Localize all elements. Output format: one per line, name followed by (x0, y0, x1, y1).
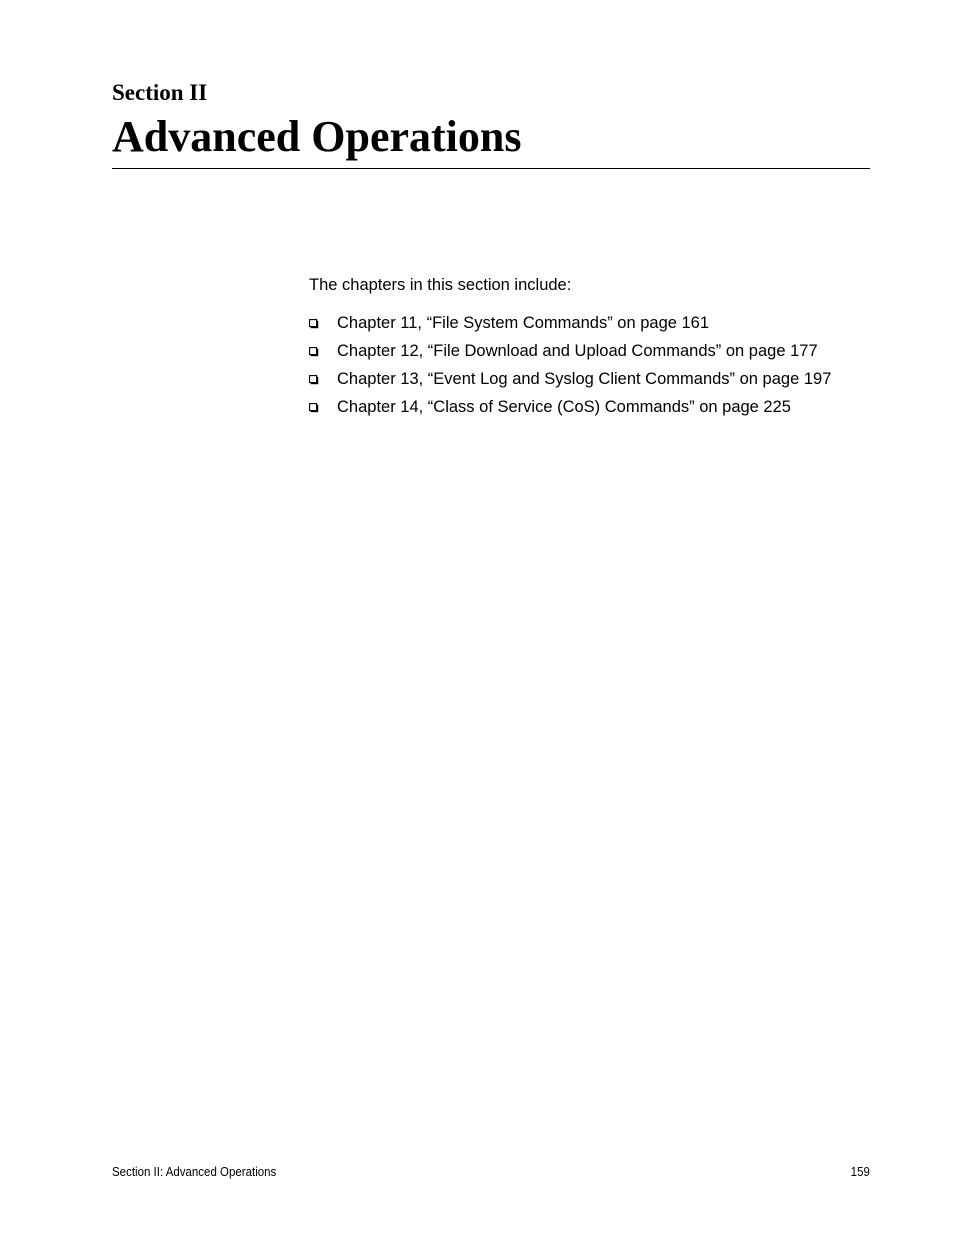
title-divider (112, 168, 870, 169)
footer-section-title: Section II: Advanced Operations (112, 1165, 277, 1179)
chapter-link[interactable]: Chapter 12, “File Download and Upload Commands” on page 177 (337, 342, 818, 360)
hollow-square-bullet-icon (309, 319, 319, 329)
page-title: Advanced Operations (112, 112, 522, 161)
hollow-square-bullet-icon (309, 347, 319, 357)
chapter-link[interactable]: Chapter 13, “Event Log and Syslog Client Commands” on page 197 (337, 370, 832, 388)
chapter-link[interactable]: Chapter 14, “Class of Service (CoS) Commands” on page 225 (337, 398, 791, 416)
hollow-square-bullet-icon (309, 375, 319, 385)
footer-page-number: 159 (850, 1165, 870, 1179)
hollow-square-bullet-icon (309, 403, 319, 413)
intro-text: The chapters in this section include: (309, 276, 572, 294)
section-label: Section II (112, 80, 208, 105)
chapter-link[interactable]: Chapter 11, “File System Commands” on page 161 (337, 314, 710, 332)
